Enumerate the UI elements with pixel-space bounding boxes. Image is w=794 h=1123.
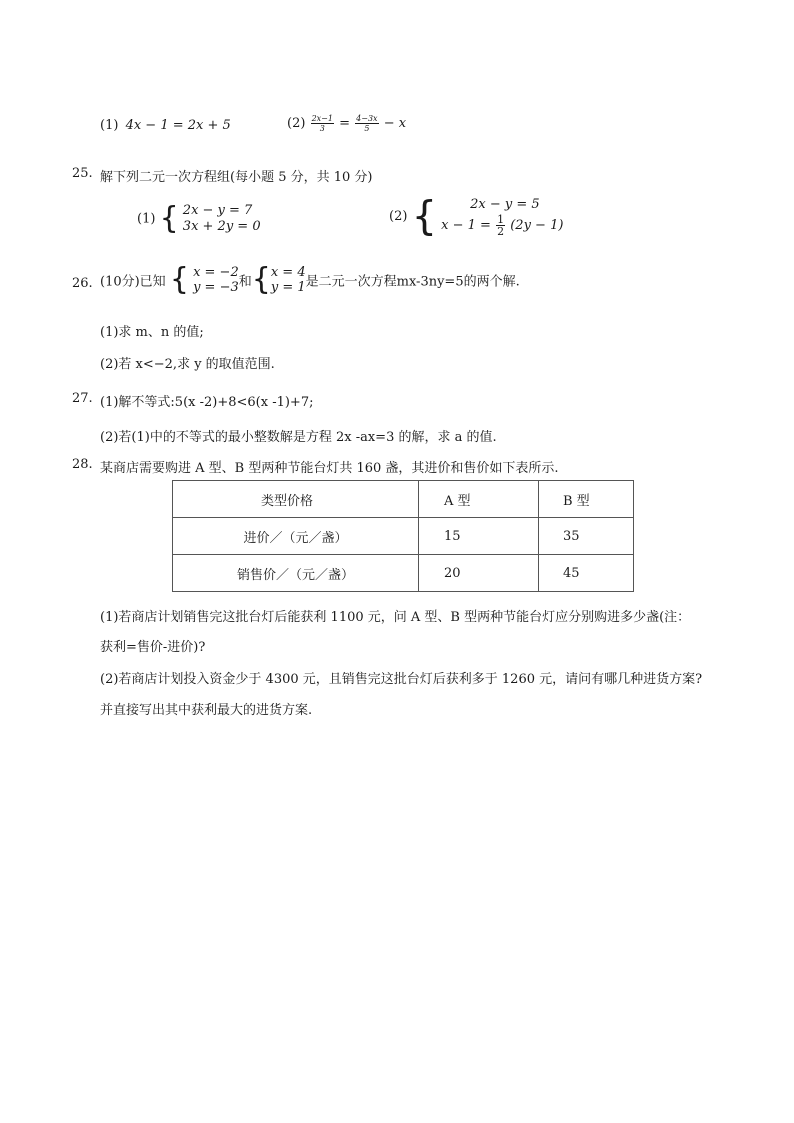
q26-and: 和: [238, 274, 252, 290]
q28-sub1-line2: 获利=售价-进价)?: [100, 640, 206, 655]
q26-number: 26.: [72, 276, 93, 291]
q26-sol1-y: y = −3: [193, 280, 239, 295]
table-header-cell: B 型: [539, 481, 634, 518]
table-cell: 进价／（元／盏）: [173, 518, 419, 555]
q25-part1-label: (1): [137, 211, 156, 227]
table-cell: 销售价／（元／盏）: [173, 555, 419, 592]
q24-frac2-denominator: 5: [364, 124, 370, 133]
q25-part2-eq1: 2x − y = 5: [470, 197, 540, 212]
q28-sub1-line1: (1)若商店计划销售完这批台灯后能获利 1100 元，问 A 型、B 型两种节能台灯应分别购进多少盏(注：: [100, 610, 691, 625]
q27-sub1: (1)解不等式:5(x -2)+8<6(x -1)+7;: [100, 395, 314, 410]
q25-title: 解下列二元一次方程组(每小题 5 分，共 10 分): [100, 170, 373, 185]
q25-part2: [389, 193, 564, 240]
q24-part2-fraction-right: [355, 114, 378, 133]
q24-part1-label: (1): [100, 118, 119, 133]
table-header-cell: 类型价格: [173, 481, 419, 518]
q25-part2-eq2-right: (2y − 1): [510, 218, 564, 233]
q28-number: 28.: [72, 457, 93, 472]
q27-sub2: (2)若(1)中的不等式的最小整数解是方程 2x -ax=3 的解，求 a 的值.: [100, 430, 497, 445]
q28-sub2-line1: (2)若商店计划投入资金少于 4300 元，且销售完这批台灯后获利多于 1260 元，请问有哪几种进货方案?: [100, 672, 703, 687]
q25-part2-half: [496, 214, 505, 237]
table-cell: 35: [539, 518, 634, 555]
q25-number: 25.: [72, 166, 93, 181]
q25-part1-eq2: 3x + 2y = 0: [182, 219, 261, 234]
price-table: [172, 480, 634, 592]
q26-suffix: 是二元一次方程mx-3ny=5的两个解.: [305, 274, 520, 290]
q25-part2-system: [441, 196, 563, 237]
left-brace-icon: {: [169, 262, 189, 297]
q24-frac1-numerator: 2x−1: [311, 114, 333, 123]
q26-prefix: (10分)已知: [100, 274, 166, 290]
q26-sub2: (2)若 x<−2,求 y 的取值范围.: [100, 357, 275, 372]
q26-sol2-y: y = 1: [270, 280, 306, 295]
q26-sub1: (1)求 m、n 的值;: [100, 325, 204, 340]
q26-sol1-x: x = −2: [193, 265, 239, 280]
q24-frac2-numerator: 4−3x: [356, 114, 378, 123]
q24-part2: [287, 114, 406, 133]
q24-part2-label: (2): [287, 116, 306, 131]
q24-part2-tail: − x: [383, 116, 407, 131]
q25-half-denominator: 2: [497, 225, 505, 238]
q25-part1: [137, 203, 261, 235]
table-header-row: [173, 481, 634, 518]
q24-frac1-denominator: 3: [319, 124, 325, 133]
q25-half-numerator: 1: [497, 213, 505, 226]
q24-part1-equation: 4x − 1 = 2x + 5: [125, 118, 231, 133]
q24-part2-fraction-left: [311, 114, 334, 133]
q24-part1: [100, 118, 231, 133]
q28-intro: 某商店需要购进 A 型、B 型两种节能台灯共 160 盏，其进价和售价如下表所示.: [100, 461, 559, 476]
left-brace-icon: {: [159, 201, 179, 236]
q27-number: 27.: [72, 391, 93, 406]
q24-part2-equals: =: [339, 116, 351, 131]
q26-solution-1: [193, 265, 239, 295]
q25-part2-eq2: [441, 214, 563, 237]
table-row: [173, 518, 634, 555]
left-brace-icon: {: [251, 262, 271, 297]
left-brace-icon: {: [411, 193, 438, 240]
q26-solution-2: [271, 265, 306, 295]
q25-part1-eq1: 2x − y = 7: [182, 203, 253, 218]
table-cell: 15: [419, 518, 539, 555]
table-header-cell: A 型: [419, 481, 539, 518]
q25-part2-eq2-left: x − 1 =: [441, 218, 491, 233]
q28-sub2-line2: 并直接写出其中获利最大的进货方案.: [100, 703, 313, 718]
q26-statement: [100, 262, 520, 297]
q26-sol2-x: x = 4: [270, 265, 306, 280]
q25-part2-label: (2): [389, 209, 408, 224]
table-cell: 20: [419, 555, 539, 592]
table-cell: 45: [539, 555, 634, 592]
table-row: [173, 555, 634, 592]
q25-part1-system: [183, 203, 261, 235]
